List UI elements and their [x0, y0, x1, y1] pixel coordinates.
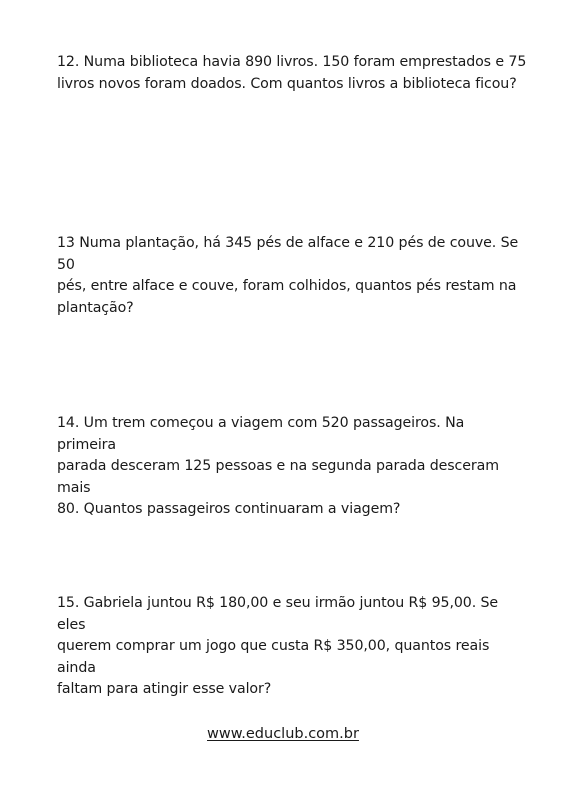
question-13: 13 Numa plantação, há 345 pés de alface e 210 pés de couve. Se 50 pés, entre alface e couve, foram colhidos, quantos pés restam na plantação? [57, 235, 519, 316]
footer [0, 724, 566, 744]
question-12: 12. Numa biblioteca havia 890 livros. 150 foram emprestados e 75 livros novos foram doados. Com quantos livros a biblioteca ficou? [57, 54, 527, 92]
question-15: 15. Gabriela juntou R$ 180,00 e seu irmão juntou R$ 95,00. Se eles querem comprar um jogo que custa R$ 350,00, quantos reais ainda faltam para atingir esse valor? [57, 595, 499, 697]
question-14: 14. Um trem começou a viagem com 520 passageiros. Na primeira parada desceram 125 pessoas e na segunda parada desceram mais 80. Quantos passageiros continuaram a viagem? [57, 415, 499, 517]
website-link[interactable]: www.educlub.com.br [207, 726, 359, 742]
